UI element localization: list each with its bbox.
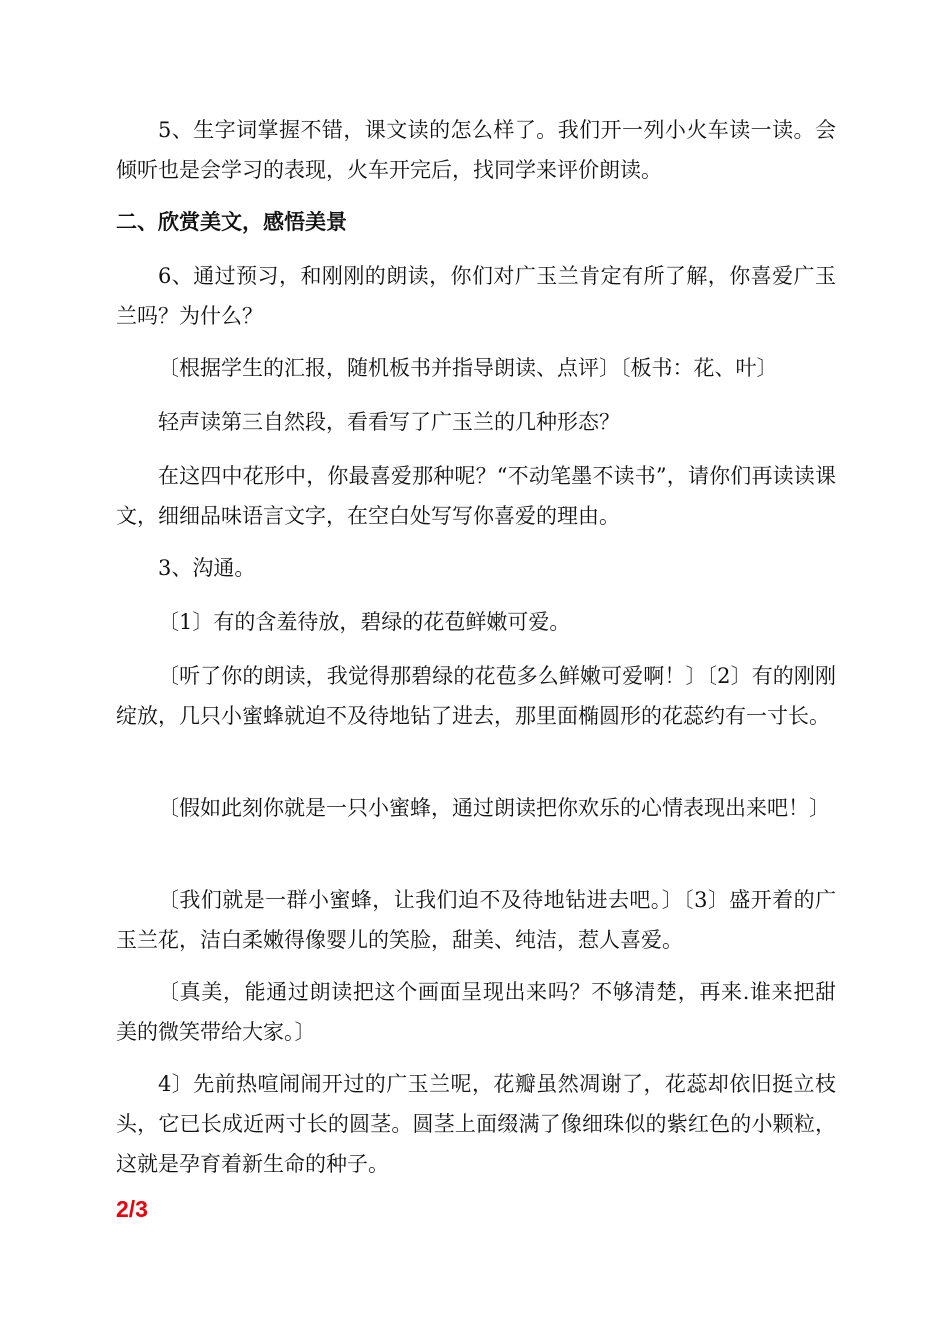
paragraph-2: 6、通过预习，和刚刚的朗读，你们对广玉兰肯定有所了解，你喜爱广玉兰吗？为什么？ (116, 264, 836, 328)
paragraph-6: 3、沟通。 (158, 556, 256, 580)
paragraph-4: 轻声读第三自然段，看看写了广玉兰的几种形态？ (158, 410, 620, 434)
paragraph-11: 〔真美，能通过朗读把这个画面呈现出来吗？不够清楚，再来.谁来把甜美的微笑带给大家。〕 (116, 980, 836, 1044)
paragraph-9: 〔假如此刻你就是一只小蜜蜂，通过朗读把你欢乐的心情表现出来吧！〕 (158, 796, 830, 820)
paragraph-8: 〔听了你的朗读，我觉得那碧绿的花苞多么鲜嫩可爱啊！〕〔2〕有的刚刚绽放，几只小蜜蜂就迫不及待地钻了进去，那里面椭圆形的花蕊约有一寸长。 (116, 664, 836, 728)
paragraph-10: 〔我们就是一群小蜜蜂，让我们迫不及待地钻进去吧。〕〔3〕盛开着的广玉兰花，洁白柔嫩得像婴儿的笑脸，甜美、纯洁，惹人喜爱。 (116, 888, 836, 952)
paragraph-5: 在这四中花形中，你最喜爱那种呢？“不动笔墨不读书”，请你们再读读课文，细细品味语言文字，在空白处写写你喜爱的理由。 (116, 464, 836, 528)
paragraph-7: 〔1〕有的含羞待放，碧绿的花苞鲜嫩可爱。 (158, 610, 571, 634)
paragraph-1: 5、生字词掌握不错，课文读的怎么样了。我们开一列小火车读一读。会倾听也是会学习的表现，火车开完后，找同学来评价朗读。 (116, 118, 836, 182)
paragraph-12: 4〕先前热喧闹闹开过的广玉兰呢，花瓣虽然凋谢了，花蕊却依旧挺立枝头，它已长成近两寸长的圆茎。圆茎上面缀满了像细珠似的紫红色的小颗粒，这就是孕育着新生命的种子。 (116, 1072, 836, 1176)
page-number: 2/3 (116, 1196, 148, 1222)
paragraph-3: 〔根据学生的汇报，随机板书并指导朗读、点评〕〔板书：花、叶〕 (158, 356, 778, 380)
section-heading: 二、欣赏美文，感悟美景 (116, 210, 347, 234)
